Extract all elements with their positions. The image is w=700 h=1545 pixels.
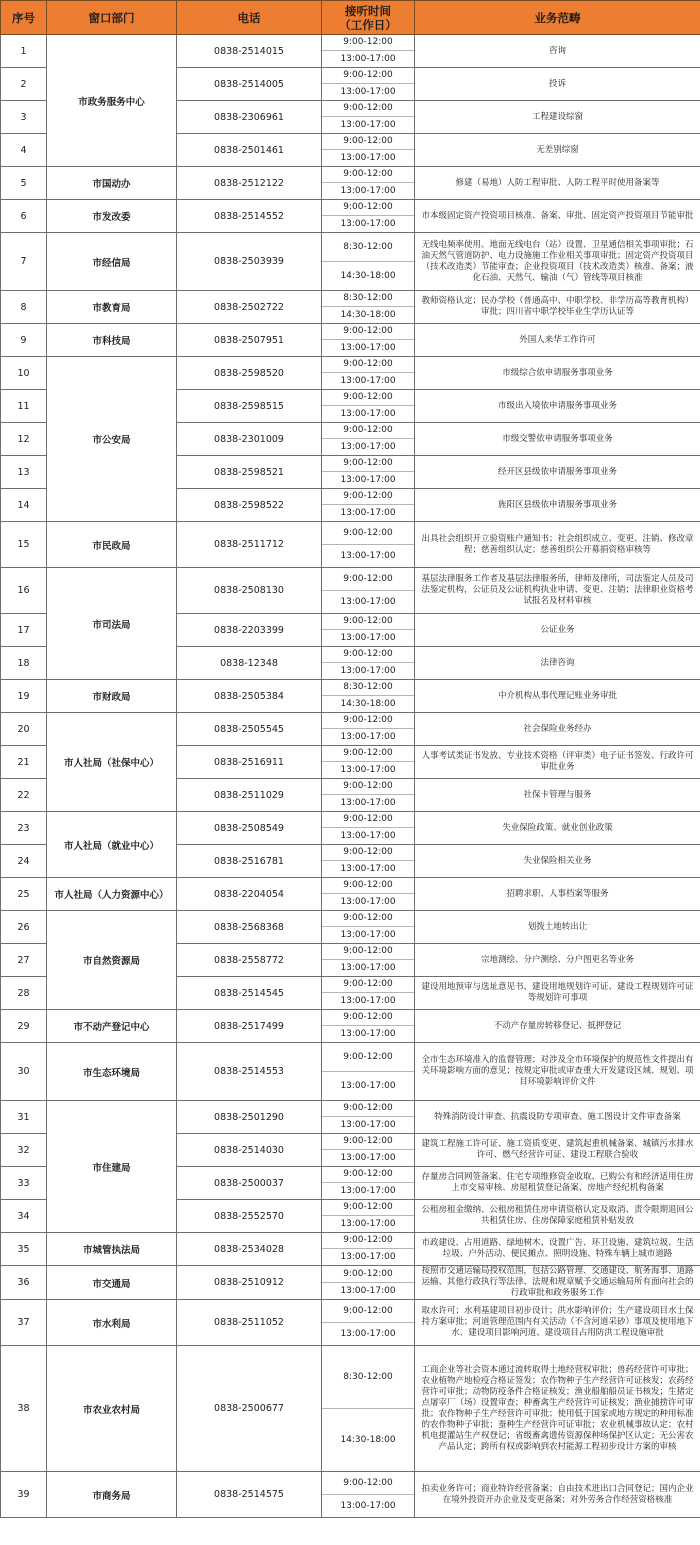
afternoon-hours: 13:00-17:00 bbox=[340, 551, 396, 561]
phone-number: 0838-2507951 bbox=[177, 324, 322, 357]
phone-number: 0838-2568368 bbox=[177, 911, 322, 944]
morning-hours: 9:00-12:00 bbox=[322, 200, 414, 216]
window-department: 市人社局（就业中心） bbox=[47, 812, 177, 878]
business-scope: 市级交警依申请服务事项业务 bbox=[415, 423, 700, 456]
table-row bbox=[1, 324, 700, 357]
row-number: 28 bbox=[1, 977, 47, 1010]
table-row bbox=[1, 878, 700, 911]
table-row bbox=[1, 1233, 700, 1266]
row-number: 33 bbox=[1, 1167, 47, 1200]
morning-hours: 9:00-12:00 bbox=[322, 35, 414, 51]
morning-hours: 9:00-12:00 bbox=[322, 1233, 414, 1249]
row-number: 7 bbox=[1, 233, 47, 291]
afternoon-hours: 13:00-17:00 bbox=[340, 732, 396, 742]
table-row bbox=[1, 200, 700, 233]
afternoon-hours: 13:00-17:00 bbox=[340, 996, 396, 1006]
morning-hours: 9:00-12:00 bbox=[322, 522, 414, 545]
window-department: 市国动办 bbox=[47, 167, 177, 200]
afternoon-hours: 13:00-17:00 bbox=[340, 633, 396, 643]
morning-hours: 9:00-12:00 bbox=[322, 845, 414, 861]
morning-hours: 8:30-12:00 bbox=[322, 233, 414, 262]
phone-number: 0838-2502722 bbox=[177, 291, 322, 324]
window-department: 市人社局（社保中心） bbox=[47, 713, 177, 812]
answer-hours bbox=[322, 390, 415, 423]
answer-hours bbox=[322, 101, 415, 134]
phone-number: 0838-2508549 bbox=[177, 812, 322, 845]
row-number: 35 bbox=[1, 1233, 47, 1266]
phone-number: 0838-2598520 bbox=[177, 357, 322, 390]
phone-number: 0838-2558772 bbox=[177, 944, 322, 977]
row-number: 14 bbox=[1, 489, 47, 522]
business-scope: 失业保险相关业务 bbox=[415, 845, 700, 878]
row-number: 39 bbox=[1, 1472, 47, 1518]
row-number: 17 bbox=[1, 614, 47, 647]
business-scope: 咨询 bbox=[415, 35, 700, 68]
morning-hours: 9:00-12:00 bbox=[322, 746, 414, 762]
row-number: 25 bbox=[1, 878, 47, 911]
phone-number: 0838-2503939 bbox=[177, 233, 322, 291]
window-department: 市民政局 bbox=[47, 522, 177, 568]
morning-hours: 9:00-12:00 bbox=[322, 1167, 414, 1183]
answer-hours bbox=[322, 489, 415, 522]
row-number: 18 bbox=[1, 647, 47, 680]
phone-number: 0838-2508130 bbox=[177, 568, 322, 614]
afternoon-hours: 13:00-17:00 bbox=[340, 666, 396, 676]
table-row bbox=[1, 35, 700, 68]
morning-hours: 9:00-12:00 bbox=[322, 1472, 414, 1495]
morning-hours: 9:00-12:00 bbox=[322, 944, 414, 960]
phone-number: 0838-2203399 bbox=[177, 614, 322, 647]
morning-hours: 9:00-12:00 bbox=[322, 390, 414, 406]
answer-hours bbox=[322, 779, 415, 812]
afternoon-hours: 14:30-18:00 bbox=[340, 271, 396, 281]
answer-hours bbox=[322, 167, 415, 200]
business-scope: 特殊消防设计审查、抗震设防专项审查、施工图设计文件审查备案 bbox=[415, 1101, 700, 1134]
business-scope: 全市生态环境准入的监督管理；对涉及全市环境保护的规范性文件提出有关环境影响方面的意见；按规定审批或审查重大开发建设区域、规划、项目环境影响评价文件 bbox=[415, 1043, 700, 1101]
morning-hours: 9:00-12:00 bbox=[322, 324, 414, 340]
afternoon-hours: 13:00-17:00 bbox=[340, 186, 396, 196]
window-department: 市政务服务中心 bbox=[47, 35, 177, 167]
row-number: 5 bbox=[1, 167, 47, 200]
answer-hours bbox=[322, 1346, 415, 1472]
morning-hours: 9:00-12:00 bbox=[322, 1134, 414, 1150]
morning-hours: 9:00-12:00 bbox=[322, 568, 414, 591]
window-department: 市自然资源局 bbox=[47, 911, 177, 1010]
answer-hours bbox=[322, 1300, 415, 1346]
phone-number: 0838-2534028 bbox=[177, 1233, 322, 1266]
afternoon-hours: 13:00-17:00 bbox=[340, 508, 396, 518]
business-scope: 存量房合同网签备案、住宅专项维修资金收取、已购公有和经济适用住房上市交易审核、房屋租赁登记备案、房地产经纪机构备案 bbox=[415, 1167, 700, 1200]
business-scope: 无差别综窗 bbox=[415, 134, 700, 167]
afternoon-hours: 13:00-17:00 bbox=[340, 409, 396, 419]
row-number: 19 bbox=[1, 680, 47, 713]
row-number: 20 bbox=[1, 713, 47, 746]
phone-number: 0838-2512122 bbox=[177, 167, 322, 200]
business-scope: 投诉 bbox=[415, 68, 700, 101]
business-scope: 中介机构从事代理记账业务审批 bbox=[415, 680, 700, 713]
answer-hours bbox=[322, 713, 415, 746]
phone-number: 0838-2500677 bbox=[177, 1346, 322, 1472]
window-department: 市公安局 bbox=[47, 357, 177, 522]
morning-hours: 9:00-12:00 bbox=[322, 1101, 414, 1117]
afternoon-hours: 14:30-18:00 bbox=[340, 1435, 396, 1445]
answer-hours bbox=[322, 1134, 415, 1167]
afternoon-hours: 13:00-17:00 bbox=[340, 930, 396, 940]
morning-hours: 9:00-12:00 bbox=[322, 1300, 414, 1323]
business-scope: 拍卖业务许可；商业特许经营备案；自由技术进出口合同登记；国内企业在境外投资开办企业及变更备案；对外劳务合作经营资格核准 bbox=[415, 1472, 700, 1518]
morning-hours: 9:00-12:00 bbox=[322, 68, 414, 84]
row-number: 29 bbox=[1, 1010, 47, 1043]
phone-number: 0838-2514030 bbox=[177, 1134, 322, 1167]
row-number: 37 bbox=[1, 1300, 47, 1346]
afternoon-hours: 13:00-17:00 bbox=[340, 219, 396, 229]
phone-number: 0838-2204054 bbox=[177, 878, 322, 911]
afternoon-hours: 13:00-17:00 bbox=[340, 475, 396, 485]
table-row bbox=[1, 522, 700, 568]
afternoon-hours: 13:00-17:00 bbox=[340, 343, 396, 353]
morning-hours: 9:00-12:00 bbox=[322, 779, 414, 795]
business-scope: 修建（易地）人防工程审批、人防工程平时使用备案等 bbox=[415, 167, 700, 200]
phone-number: 0838-2514575 bbox=[177, 1472, 322, 1518]
answer-hours bbox=[322, 1472, 415, 1518]
afternoon-hours: 14:30-18:00 bbox=[340, 699, 396, 709]
row-number: 15 bbox=[1, 522, 47, 568]
table-row bbox=[1, 167, 700, 200]
row-number: 36 bbox=[1, 1266, 47, 1300]
row-number: 27 bbox=[1, 944, 47, 977]
business-scope: 教师资格认定；民办学校（普通高中、中职学校、非学历高等教育机构）审批；四川省中职学校毕业生学历认证等 bbox=[415, 291, 700, 324]
afternoon-hours: 13:00-17:00 bbox=[340, 1285, 396, 1296]
business-scope: 按照市交通运输局授权范围，包括公路管理、交通建设、航务海事、道路运输、其他行政执行等法律、法规和规章赋予交通运输局所有面向社会的行政审批和政务服务工作 bbox=[415, 1266, 700, 1300]
table-row bbox=[1, 713, 700, 746]
row-number: 4 bbox=[1, 134, 47, 167]
window-department: 市生态环境局 bbox=[47, 1043, 177, 1101]
business-scope: 人事考试类证书发放、专业技术资格（评审类）电子证书签发、行政许可审批业务 bbox=[415, 746, 700, 779]
phone-number: 0838-2516781 bbox=[177, 845, 322, 878]
morning-hours: 9:00-12:00 bbox=[322, 167, 414, 183]
phone-number: 0838-2552570 bbox=[177, 1200, 322, 1233]
business-scope: 不动产存量房转移登记、抵押登记 bbox=[415, 1010, 700, 1043]
afternoon-hours: 13:00-17:00 bbox=[340, 1153, 396, 1163]
morning-hours: 8:30-12:00 bbox=[322, 291, 414, 307]
answer-hours bbox=[322, 134, 415, 167]
business-scope: 工商企业等社会资本通过流转取得土地经营权审批；兽药经营许可审批；农业植物产地检疫合格证签发；农作物种子生产经营许可证核发；农药经营许可审批；动物防疫条件合格证核发；渔业船舶船员证书核发；生猪定点屠宰厂（场）设置审查；种畜禽生产经营许可证核发；渔业捕捞许可审批；农作物种子生产经营许可审批；使用低于国家或地方规定的种用标准的农作物种子审批；蚕种生产经营许可证审批；农业机械事故认定；农村机电提灌站生产权登记；省级畜禽遗传资源保种场保护区认定；无公害农产品认定；跨所有权或影响到农村能源工程初步设计方案的审核 bbox=[415, 1346, 700, 1472]
table-row bbox=[1, 1043, 700, 1101]
afternoon-hours: 13:00-17:00 bbox=[340, 87, 396, 97]
business-scope: 取水许可；水利基建项目初步设计；洪水影响评价；生产建设项目水土保持方案审批；河道管理范围内有关活动（不含河道采砂）事项及使用地下水、建设项目影响河道、建设项目占用防洪工程设施审批 bbox=[415, 1300, 700, 1346]
answer-hours bbox=[322, 357, 415, 390]
phone-number: 0838-2301009 bbox=[177, 423, 322, 456]
header-dept: 窗口部门 bbox=[47, 1, 177, 35]
business-scope: 经开区县级依申请服务事项业务 bbox=[415, 456, 700, 489]
business-scope: 法律咨询 bbox=[415, 647, 700, 680]
window-department: 市科技局 bbox=[47, 324, 177, 357]
table-row bbox=[1, 680, 700, 713]
afternoon-hours: 13:00-17:00 bbox=[340, 1186, 396, 1196]
phone-number: 0838-2501461 bbox=[177, 134, 322, 167]
afternoon-hours: 13:00-17:00 bbox=[340, 798, 396, 808]
morning-hours: 9:00-12:00 bbox=[322, 911, 414, 927]
row-number: 6 bbox=[1, 200, 47, 233]
table-row bbox=[1, 568, 700, 614]
row-number: 3 bbox=[1, 101, 47, 134]
phone-number: 0838-2306961 bbox=[177, 101, 322, 134]
morning-hours: 9:00-12:00 bbox=[322, 812, 414, 828]
row-number: 10 bbox=[1, 357, 47, 390]
phone-number: 0838-2511052 bbox=[177, 1300, 322, 1346]
answer-hours bbox=[322, 878, 415, 911]
row-number: 38 bbox=[1, 1346, 47, 1472]
morning-hours: 9:00-12:00 bbox=[322, 614, 414, 630]
afternoon-hours: 13:00-17:00 bbox=[340, 765, 396, 775]
morning-hours: 9:00-12:00 bbox=[322, 357, 414, 373]
table-row bbox=[1, 1266, 700, 1300]
window-department: 市水利局 bbox=[47, 1300, 177, 1346]
window-department: 市财政局 bbox=[47, 680, 177, 713]
business-scope: 无线电频率使用、地面无线电台（站）设置、卫星通信相关事项审批；石油天然气管道防护、电力设施施工作业相关事项审批；固定资产投资项目（技术改造类）节能审查；企业投资项目（技术改造类）核准、备案；液化石油、天然气、输油（气）管线等项目核准 bbox=[415, 233, 700, 291]
afternoon-hours: 13:00-17:00 bbox=[340, 1501, 396, 1511]
answer-hours bbox=[322, 456, 415, 489]
answer-hours bbox=[322, 1167, 415, 1200]
table-row bbox=[1, 1472, 700, 1518]
business-scope: 划拨土地转出让 bbox=[415, 911, 700, 944]
afternoon-hours: 13:00-17:00 bbox=[340, 1252, 396, 1262]
phone-number: 0838-2516911 bbox=[177, 746, 322, 779]
answer-hours bbox=[322, 35, 415, 68]
business-scope: 建设用地预审与选址意见书、建设用地规划许可证、建设工程规划许可证等规划许可事项 bbox=[415, 977, 700, 1010]
answer-hours bbox=[322, 233, 415, 291]
answer-hours bbox=[322, 845, 415, 878]
business-scope: 宗地测绘、分户测绘、分户图更名等业务 bbox=[415, 944, 700, 977]
afternoon-hours: 13:00-17:00 bbox=[340, 1329, 396, 1339]
header-scope: 业务范畴 bbox=[415, 1, 700, 35]
row-number: 23 bbox=[1, 812, 47, 845]
row-number: 34 bbox=[1, 1200, 47, 1233]
afternoon-hours: 13:00-17:00 bbox=[340, 120, 396, 130]
window-department: 市司法局 bbox=[47, 568, 177, 680]
afternoon-hours: 13:00-17:00 bbox=[340, 864, 396, 874]
business-scope: 市本级固定资产投资项目核准、备案、审批、固定资产投资项目节能审批 bbox=[415, 200, 700, 233]
morning-hours: 9:00-12:00 bbox=[322, 1200, 414, 1216]
answer-hours bbox=[322, 200, 415, 233]
window-department: 市人社局（人力资源中心） bbox=[47, 878, 177, 911]
morning-hours: 8:30-12:00 bbox=[322, 1346, 414, 1409]
window-department: 市商务局 bbox=[47, 1472, 177, 1518]
morning-hours: 8:30-12:00 bbox=[322, 680, 414, 696]
phone-number: 0838-12348 bbox=[177, 647, 322, 680]
phone-number: 0838-2505545 bbox=[177, 713, 322, 746]
row-number: 1 bbox=[1, 35, 47, 68]
afternoon-hours: 13:00-17:00 bbox=[340, 1219, 396, 1229]
answer-hours bbox=[322, 680, 415, 713]
row-number: 2 bbox=[1, 68, 47, 101]
business-scope: 社会保险业务经办 bbox=[415, 713, 700, 746]
morning-hours: 9:00-12:00 bbox=[322, 489, 414, 505]
answer-hours bbox=[322, 977, 415, 1010]
business-scope: 工程建设综窗 bbox=[415, 101, 700, 134]
row-number: 21 bbox=[1, 746, 47, 779]
row-number: 31 bbox=[1, 1101, 47, 1134]
business-scope: 市级出入境依申请服务事项业务 bbox=[415, 390, 700, 423]
phone-number: 0838-2510912 bbox=[177, 1266, 322, 1300]
phone-number: 0838-2514015 bbox=[177, 35, 322, 68]
table-row bbox=[1, 812, 700, 845]
business-scope: 基层法律服务工作者及基层法律服务所，律师及律所，司法鉴定人员及司法鉴定机构，公证员及公证机构执业申请、变更、注销；法律职业资格考试报名及材料审核 bbox=[415, 568, 700, 614]
answer-hours bbox=[322, 291, 415, 324]
answer-hours bbox=[322, 568, 415, 614]
header-seq: 序号 bbox=[1, 1, 47, 35]
answer-hours bbox=[322, 324, 415, 357]
table-row bbox=[1, 1010, 700, 1043]
morning-hours: 9:00-12:00 bbox=[322, 1043, 414, 1072]
window-department: 市城管执法局 bbox=[47, 1233, 177, 1266]
afternoon-hours: 13:00-17:00 bbox=[340, 963, 396, 973]
business-scope: 外国人来华工作许可 bbox=[415, 324, 700, 357]
window-department: 市住建局 bbox=[47, 1101, 177, 1233]
business-scope: 旌阳区县级依申请服务事项业务 bbox=[415, 489, 700, 522]
window-department: 市经信局 bbox=[47, 233, 177, 291]
morning-hours: 9:00-12:00 bbox=[322, 134, 414, 150]
morning-hours: 9:00-12:00 bbox=[322, 423, 414, 439]
table-row bbox=[1, 1346, 700, 1472]
afternoon-hours: 13:00-17:00 bbox=[340, 1120, 396, 1130]
afternoon-hours: 13:00-17:00 bbox=[340, 442, 396, 452]
business-scope: 建筑工程施工许可证、施工资质变更、建筑起重机械备案、城镇污水排水许可、燃气经营许可证、建设工程联合验收 bbox=[415, 1134, 700, 1167]
answer-hours bbox=[322, 614, 415, 647]
answer-hours bbox=[322, 423, 415, 456]
row-number: 9 bbox=[1, 324, 47, 357]
header-phone: 电话 bbox=[177, 1, 322, 35]
table-row bbox=[1, 911, 700, 944]
table-row bbox=[1, 1101, 700, 1134]
business-scope: 公证业务 bbox=[415, 614, 700, 647]
morning-hours: 9:00-12:00 bbox=[322, 456, 414, 472]
header-row bbox=[1, 1, 700, 35]
phone-number: 0838-2505384 bbox=[177, 680, 322, 713]
morning-hours: 9:00-12:00 bbox=[322, 647, 414, 663]
row-number: 26 bbox=[1, 911, 47, 944]
afternoon-hours: 13:00-17:00 bbox=[340, 376, 396, 386]
business-scope: 市政建设、占用道路、绿地树木、设置广告、环卫设施、建筑垃圾、生活垃圾、户外活动、便民摊点、照明设施、特殊车辆上城市道路 bbox=[415, 1233, 700, 1266]
phone-number: 0838-2517499 bbox=[177, 1010, 322, 1043]
window-department: 市农业农村局 bbox=[47, 1346, 177, 1472]
answer-hours bbox=[322, 1043, 415, 1101]
window-department: 市交通局 bbox=[47, 1266, 177, 1300]
phone-number: 0838-2514552 bbox=[177, 200, 322, 233]
answer-hours bbox=[322, 68, 415, 101]
table-row bbox=[1, 233, 700, 291]
business-scope: 市级综合依申请服务事项业务 bbox=[415, 357, 700, 390]
phone-number: 0838-2514553 bbox=[177, 1043, 322, 1101]
phone-number: 0838-2598521 bbox=[177, 456, 322, 489]
row-number: 30 bbox=[1, 1043, 47, 1101]
answer-hours bbox=[322, 1101, 415, 1134]
answer-hours bbox=[322, 522, 415, 568]
answer-hours bbox=[322, 1010, 415, 1043]
answer-hours bbox=[322, 746, 415, 779]
phone-number: 0838-2514545 bbox=[177, 977, 322, 1010]
answer-hours bbox=[322, 1266, 415, 1300]
afternoon-hours: 13:00-17:00 bbox=[340, 897, 396, 907]
row-number: 22 bbox=[1, 779, 47, 812]
answer-hours bbox=[322, 911, 415, 944]
window-department: 市发改委 bbox=[47, 200, 177, 233]
table-row bbox=[1, 357, 700, 390]
business-scope: 公租房租金缴纳、公租房租赁住房申请资格认定及取消、责令限期退回公共租赁住房、住房保障家庭租赁补贴发放 bbox=[415, 1200, 700, 1233]
table-row bbox=[1, 1300, 700, 1346]
morning-hours: 9:00-12:00 bbox=[322, 977, 414, 993]
morning-hours: 9:00-12:00 bbox=[322, 1267, 414, 1283]
answer-hours bbox=[322, 1200, 415, 1233]
phone-number: 0838-2598522 bbox=[177, 489, 322, 522]
morning-hours: 9:00-12:00 bbox=[322, 878, 414, 894]
business-scope: 出具社会组织开立验资账户通知书；社会组织成立、变更、注销、修改章程；慈善组织认定；慈善组织公开募捐资格审核等 bbox=[415, 522, 700, 568]
row-number: 11 bbox=[1, 390, 47, 423]
afternoon-hours: 13:00-17:00 bbox=[340, 831, 396, 841]
business-scope: 社保卡管理与服务 bbox=[415, 779, 700, 812]
afternoon-hours: 13:00-17:00 bbox=[340, 1029, 396, 1039]
answer-hours bbox=[322, 944, 415, 977]
row-number: 32 bbox=[1, 1134, 47, 1167]
table-row bbox=[1, 291, 700, 324]
business-scope: 失业保险政策、就业创业政策 bbox=[415, 812, 700, 845]
table-body bbox=[1, 35, 700, 1518]
phone-number: 0838-2501290 bbox=[177, 1101, 322, 1134]
morning-hours: 9:00-12:00 bbox=[322, 101, 414, 117]
phone-number: 0838-2514005 bbox=[177, 68, 322, 101]
phone-number: 0838-2511712 bbox=[177, 522, 322, 568]
phone-number: 0838-2511029 bbox=[177, 779, 322, 812]
business-scope: 招聘求职、人事档案等服务 bbox=[415, 878, 700, 911]
afternoon-hours: 13:00-17:00 bbox=[340, 153, 396, 163]
answer-hours bbox=[322, 1233, 415, 1266]
row-number: 8 bbox=[1, 291, 47, 324]
afternoon-hours: 13:00-17:00 bbox=[340, 1081, 396, 1091]
header-hours: 接听时间 （工作日） bbox=[322, 1, 415, 35]
window-department: 市不动产登记中心 bbox=[47, 1010, 177, 1043]
row-number: 13 bbox=[1, 456, 47, 489]
window-department: 市教育局 bbox=[47, 291, 177, 324]
row-number: 12 bbox=[1, 423, 47, 456]
afternoon-hours: 14:30-18:00 bbox=[340, 310, 396, 320]
row-number: 16 bbox=[1, 568, 47, 614]
phone-number: 0838-2598515 bbox=[177, 390, 322, 423]
row-number: 24 bbox=[1, 845, 47, 878]
phone-number: 0838-2500037 bbox=[177, 1167, 322, 1200]
afternoon-hours: 13:00-17:00 bbox=[340, 54, 396, 64]
answer-hours bbox=[322, 812, 415, 845]
afternoon-hours: 13:00-17:00 bbox=[340, 597, 396, 607]
morning-hours: 9:00-12:00 bbox=[322, 1010, 414, 1026]
morning-hours: 9:00-12:00 bbox=[322, 713, 414, 729]
answer-hours bbox=[322, 647, 415, 680]
